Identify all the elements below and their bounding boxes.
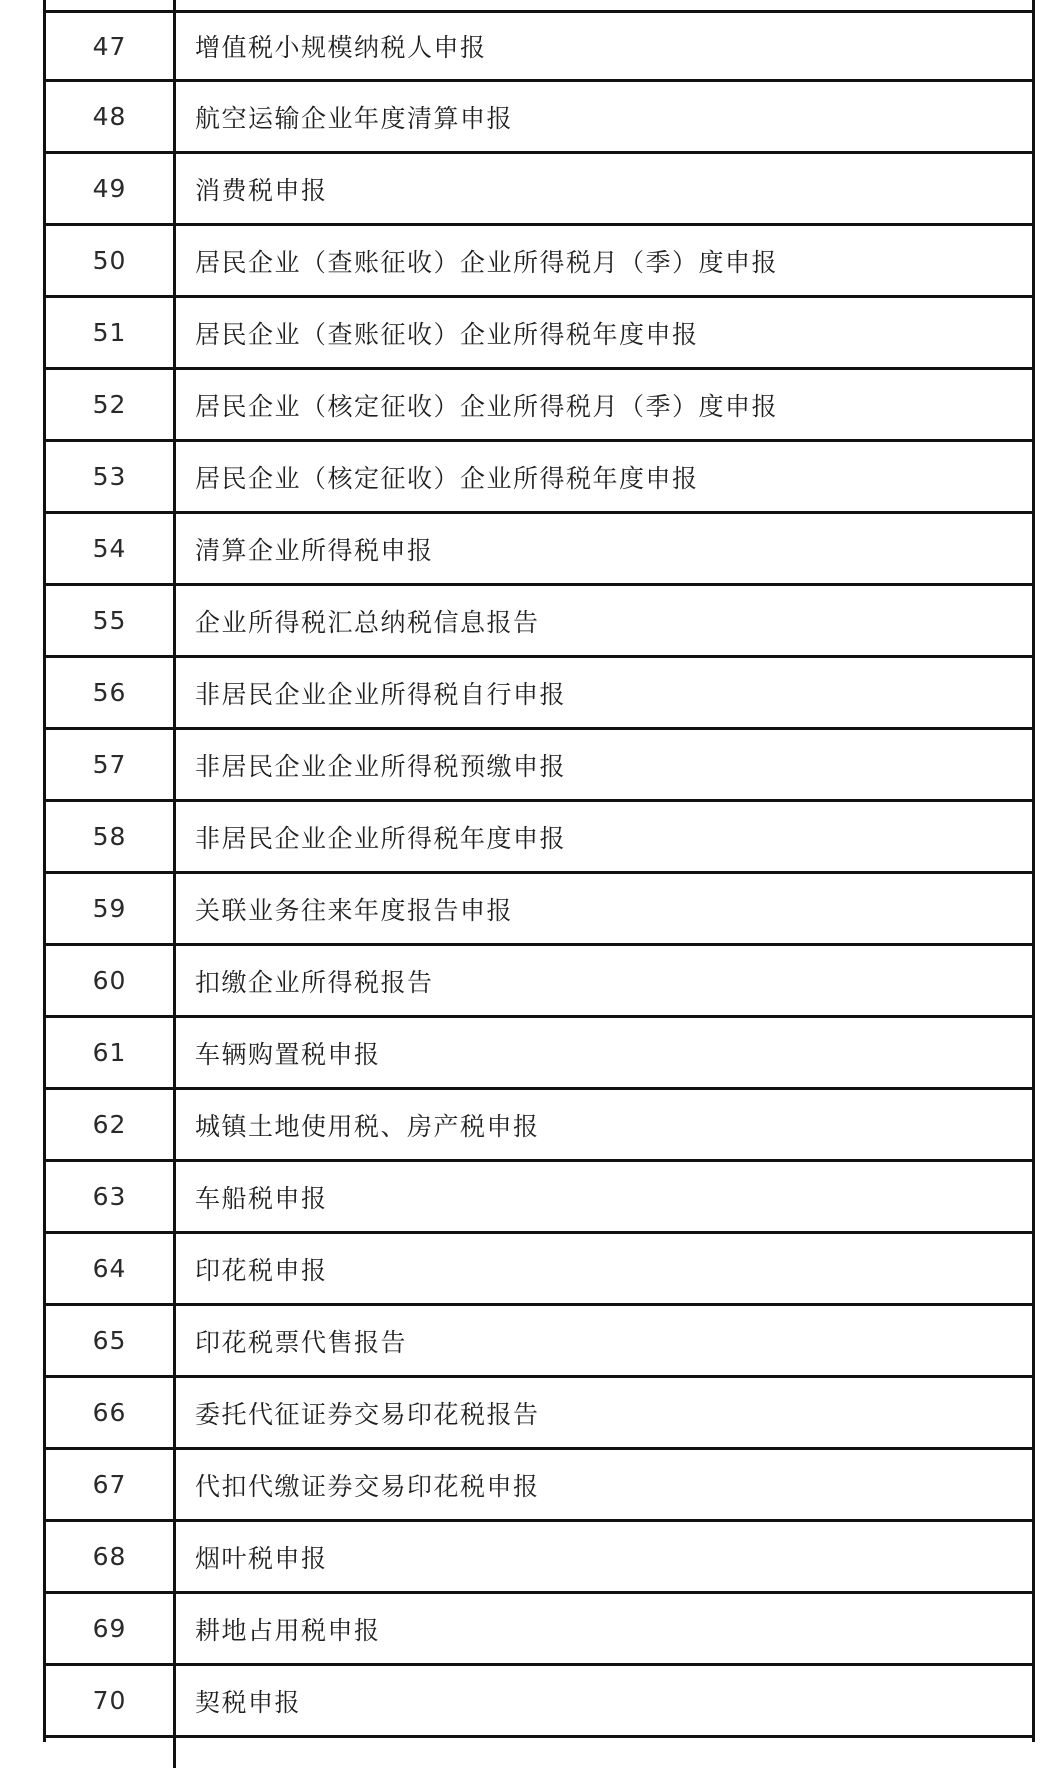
filing-item-name: 增值税小规模纳税人申报 — [173, 13, 1032, 79]
filing-item-name: 关联业务往来年度报告申报 — [173, 874, 1032, 943]
row-number: 59 — [92, 894, 127, 923]
row-number: 70 — [92, 1686, 127, 1715]
row-number: 58 — [92, 822, 127, 851]
table-row — [46, 1234, 1032, 1306]
tax-filing-table — [43, 0, 1035, 1742]
filing-item-name: 代扣代缴证券交易印花税申报 — [173, 1450, 1032, 1519]
table-row — [46, 586, 1032, 658]
row-number: 67 — [92, 1470, 127, 1499]
table-row — [46, 1018, 1032, 1090]
row-number: 60 — [92, 966, 127, 995]
table-row — [46, 370, 1032, 442]
table-row — [46, 226, 1032, 298]
filing-item-name: 居民企业（查账征收）企业所得税年度申报 — [173, 298, 1032, 367]
table-row — [46, 1522, 1032, 1594]
table-row — [46, 154, 1032, 226]
filing-item-name: 车辆购置税申报 — [173, 1018, 1032, 1087]
row-number: 66 — [92, 1398, 127, 1427]
row-number: 61 — [92, 1038, 127, 1067]
filing-item-name: 非居民企业企业所得税预缴申报 — [173, 730, 1032, 799]
row-number: 63 — [92, 1182, 127, 1211]
filing-item-name: 扣缴企业所得税报告 — [173, 946, 1032, 1015]
row-number: 54 — [92, 534, 127, 563]
filing-item-name: 印花税票代售报告 — [173, 1306, 1032, 1375]
table-row — [46, 10, 1032, 82]
row-number: 65 — [92, 1326, 127, 1355]
table-row — [46, 514, 1032, 586]
filing-item-name: 契税申报 — [173, 1666, 1032, 1735]
filing-item-name: 烟叶税申报 — [173, 1522, 1032, 1591]
column-divider-bottom — [173, 1738, 176, 1768]
row-number: 52 — [92, 390, 127, 419]
table-row — [46, 658, 1032, 730]
row-number: 50 — [92, 246, 127, 275]
row-number: 53 — [92, 462, 127, 491]
table-row — [46, 1090, 1032, 1162]
table-row — [46, 1594, 1032, 1666]
row-number: 47 — [92, 31, 127, 61]
table-row — [46, 1450, 1032, 1522]
table-row — [46, 1306, 1032, 1378]
row-number: 69 — [92, 1614, 127, 1643]
table-row — [46, 1162, 1032, 1234]
table-row — [46, 874, 1032, 946]
table-row — [46, 1666, 1032, 1738]
filing-item-name: 消费税申报 — [173, 154, 1032, 223]
filing-item-name: 居民企业（查账征收）企业所得税月（季）度申报 — [173, 226, 1032, 295]
table-row — [46, 82, 1032, 154]
row-number: 51 — [92, 318, 127, 347]
filing-item-name: 车船税申报 — [173, 1162, 1032, 1231]
filing-item-name: 委托代征证券交易印花税报告 — [173, 1378, 1032, 1447]
filing-item-name: 城镇土地使用税、房产税申报 — [173, 1090, 1032, 1159]
row-number: 56 — [92, 678, 127, 707]
row-number: 57 — [92, 750, 127, 779]
row-number: 68 — [92, 1542, 127, 1571]
row-number: 64 — [92, 1254, 127, 1283]
column-divider-top — [173, 0, 176, 10]
table-row — [46, 946, 1032, 1018]
table-row — [46, 730, 1032, 802]
filing-item-name: 企业所得税汇总纳税信息报告 — [173, 586, 1032, 655]
table-body — [46, 10, 1032, 1738]
table-row — [46, 442, 1032, 514]
filing-item-name: 航空运输企业年度清算申报 — [173, 82, 1032, 151]
row-number: 49 — [92, 174, 127, 203]
filing-item-name: 非居民企业企业所得税年度申报 — [173, 802, 1032, 871]
row-number: 48 — [92, 102, 127, 131]
filing-item-name: 非居民企业企业所得税自行申报 — [173, 658, 1032, 727]
row-number: 55 — [92, 606, 127, 635]
filing-item-name: 居民企业（核定征收）企业所得税年度申报 — [173, 442, 1032, 511]
table-row — [46, 298, 1032, 370]
filing-item-name: 清算企业所得税申报 — [173, 514, 1032, 583]
filing-item-name: 耕地占用税申报 — [173, 1594, 1032, 1663]
filing-item-name: 居民企业（核定征收）企业所得税月（季）度申报 — [173, 370, 1032, 439]
filing-item-name: 印花税申报 — [173, 1234, 1032, 1303]
table-row — [46, 802, 1032, 874]
row-number: 62 — [92, 1110, 127, 1139]
table-row — [46, 1378, 1032, 1450]
